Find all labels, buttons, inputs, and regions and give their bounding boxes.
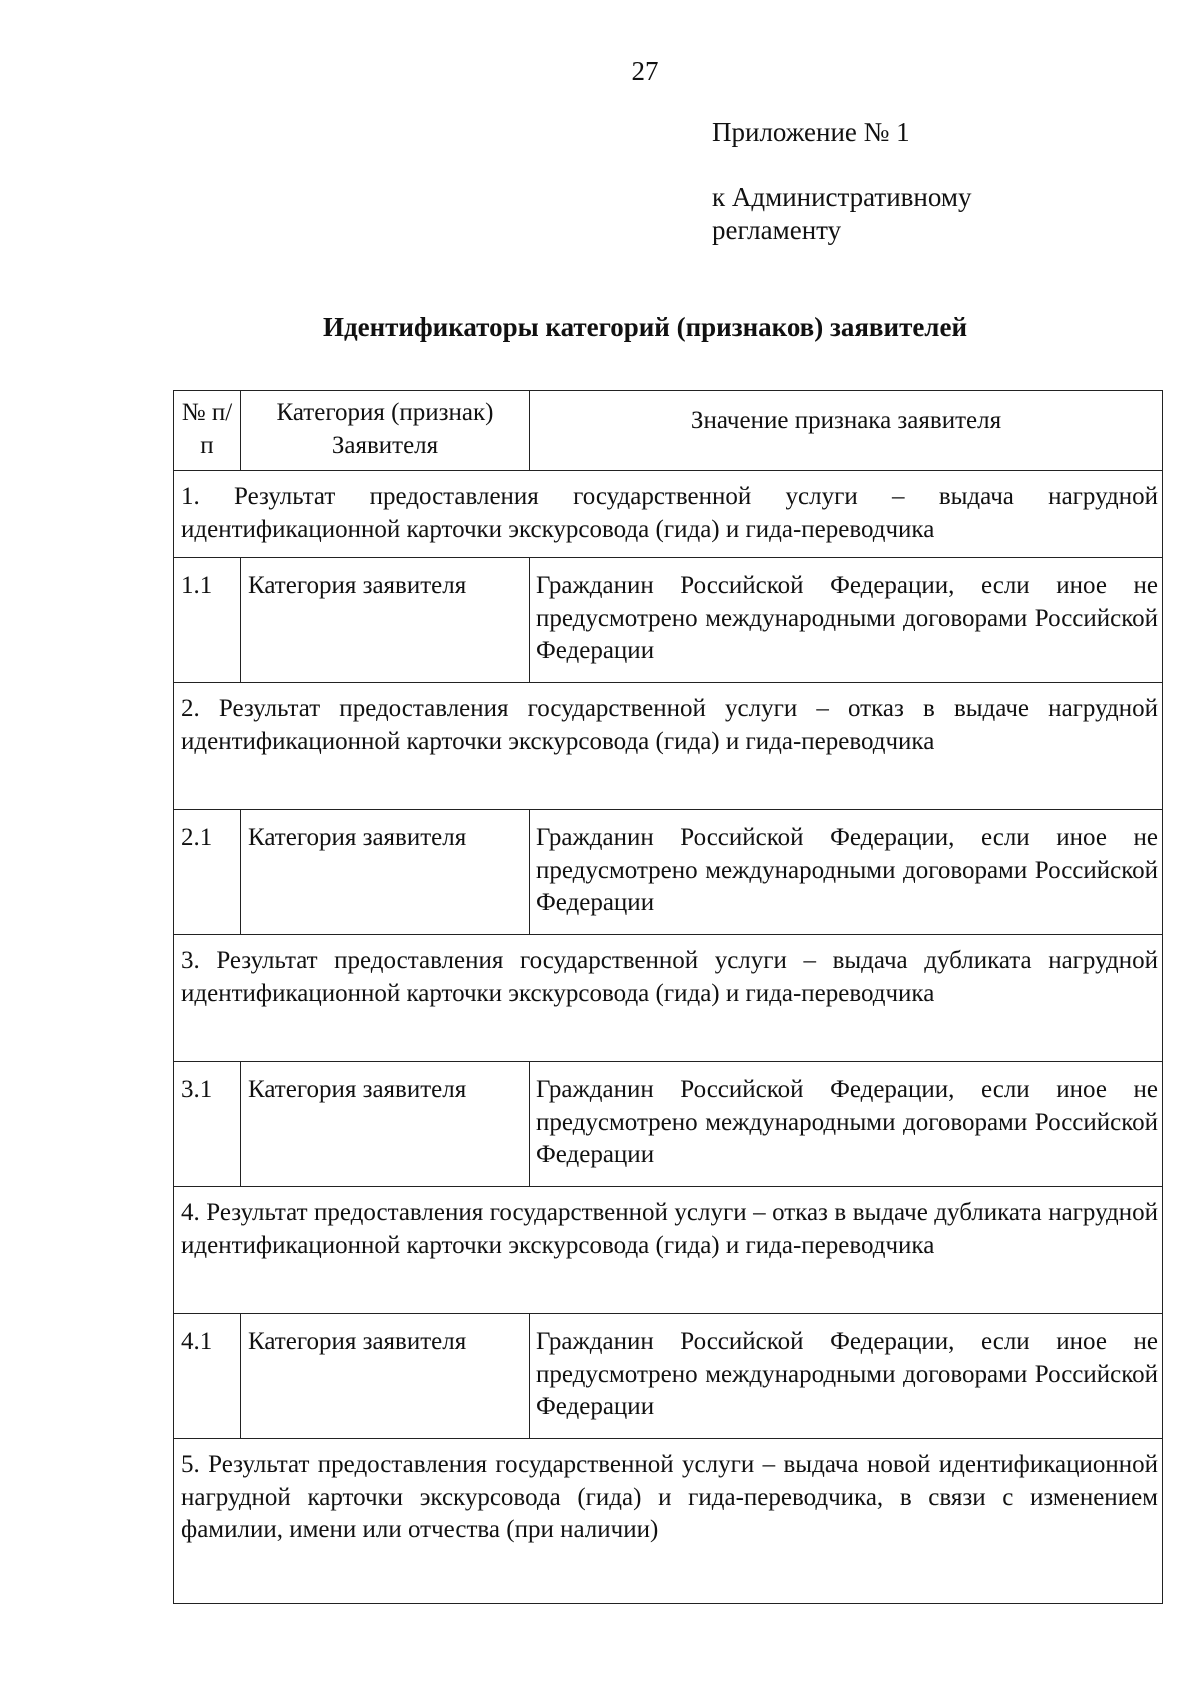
section-row <box>174 935 1163 1062</box>
table-header-row <box>174 391 1163 471</box>
row-num: 2.1 <box>174 810 241 935</box>
row-num: 4.1 <box>174 1314 241 1439</box>
row-category: Категория заявителя <box>241 558 530 683</box>
row-value: Гражданин Российской Федерации, если иное не предусмотрено международными договорами Российской Федерации <box>530 1314 1163 1439</box>
section-heading: 3. Результат предоставления государственной услуги – выдача дубликата нагрудной идентификационной карточки экскурсовода (гида) и гида-переводчика <box>174 935 1163 1062</box>
section-row <box>174 1439 1163 1604</box>
section-row <box>174 683 1163 810</box>
table-row <box>174 1062 1163 1187</box>
row-category: Категория заявителя <box>241 1314 530 1439</box>
table-row <box>174 558 1163 683</box>
identifiers-table <box>173 390 1163 1604</box>
header-value: Значение признака заявителя <box>530 391 1163 471</box>
row-value: Гражданин Российской Федерации, если иное не предусмотрено международными договорами Российской Федерации <box>530 1062 1163 1187</box>
section-heading: 5. Результат предоставления государственной услуги – выдача новой идентификационной нагрудной карточки экскурсовода (гида) и гида-переводчика, в связи с изменением фамилии, имени или отчества (при наличии) <box>174 1439 1163 1604</box>
section-heading: 2. Результат предоставления государственной услуги – отказ в выдаче нагрудной идентификационной карточки экскурсовода (гида) и гида-переводчика <box>174 683 1163 810</box>
section-row <box>174 1187 1163 1314</box>
section-heading: 1. Результат предоставления государственной услуги – выдача нагрудной идентификационной карточки экскурсовода (гида) и гида-переводчика <box>174 471 1163 558</box>
header-category: Категория (признак) Заявителя <box>241 391 530 471</box>
row-category: Категория заявителя <box>241 1062 530 1187</box>
section-heading: 4. Результат предоставления государственной услуги – отказ в выдаче дубликата нагрудной идентификационной карточки экскурсовода (гида) и гида-переводчика <box>174 1187 1163 1314</box>
table-row <box>174 1314 1163 1439</box>
page-number: 27 <box>631 56 659 86</box>
row-value: Гражданин Российской Федерации, если иное не предусмотрено международными договорами Российской Федерации <box>530 558 1163 683</box>
row-num: 3.1 <box>174 1062 241 1187</box>
appendix-title: Приложение № 1 <box>712 117 910 147</box>
row-category: Категория заявителя <box>241 810 530 935</box>
document-title: Идентификаторы категорий (признаков) заявителей <box>322 312 968 342</box>
appendix-reference: к Административному регламенту <box>712 182 972 245</box>
section-row <box>174 471 1163 558</box>
row-num: 1.1 <box>174 558 241 683</box>
table-row <box>174 810 1163 935</box>
header-num: № п/п <box>174 391 241 471</box>
row-value: Гражданин Российской Федерации, если иное не предусмотрено международными договорами Российской Федерации <box>530 810 1163 935</box>
